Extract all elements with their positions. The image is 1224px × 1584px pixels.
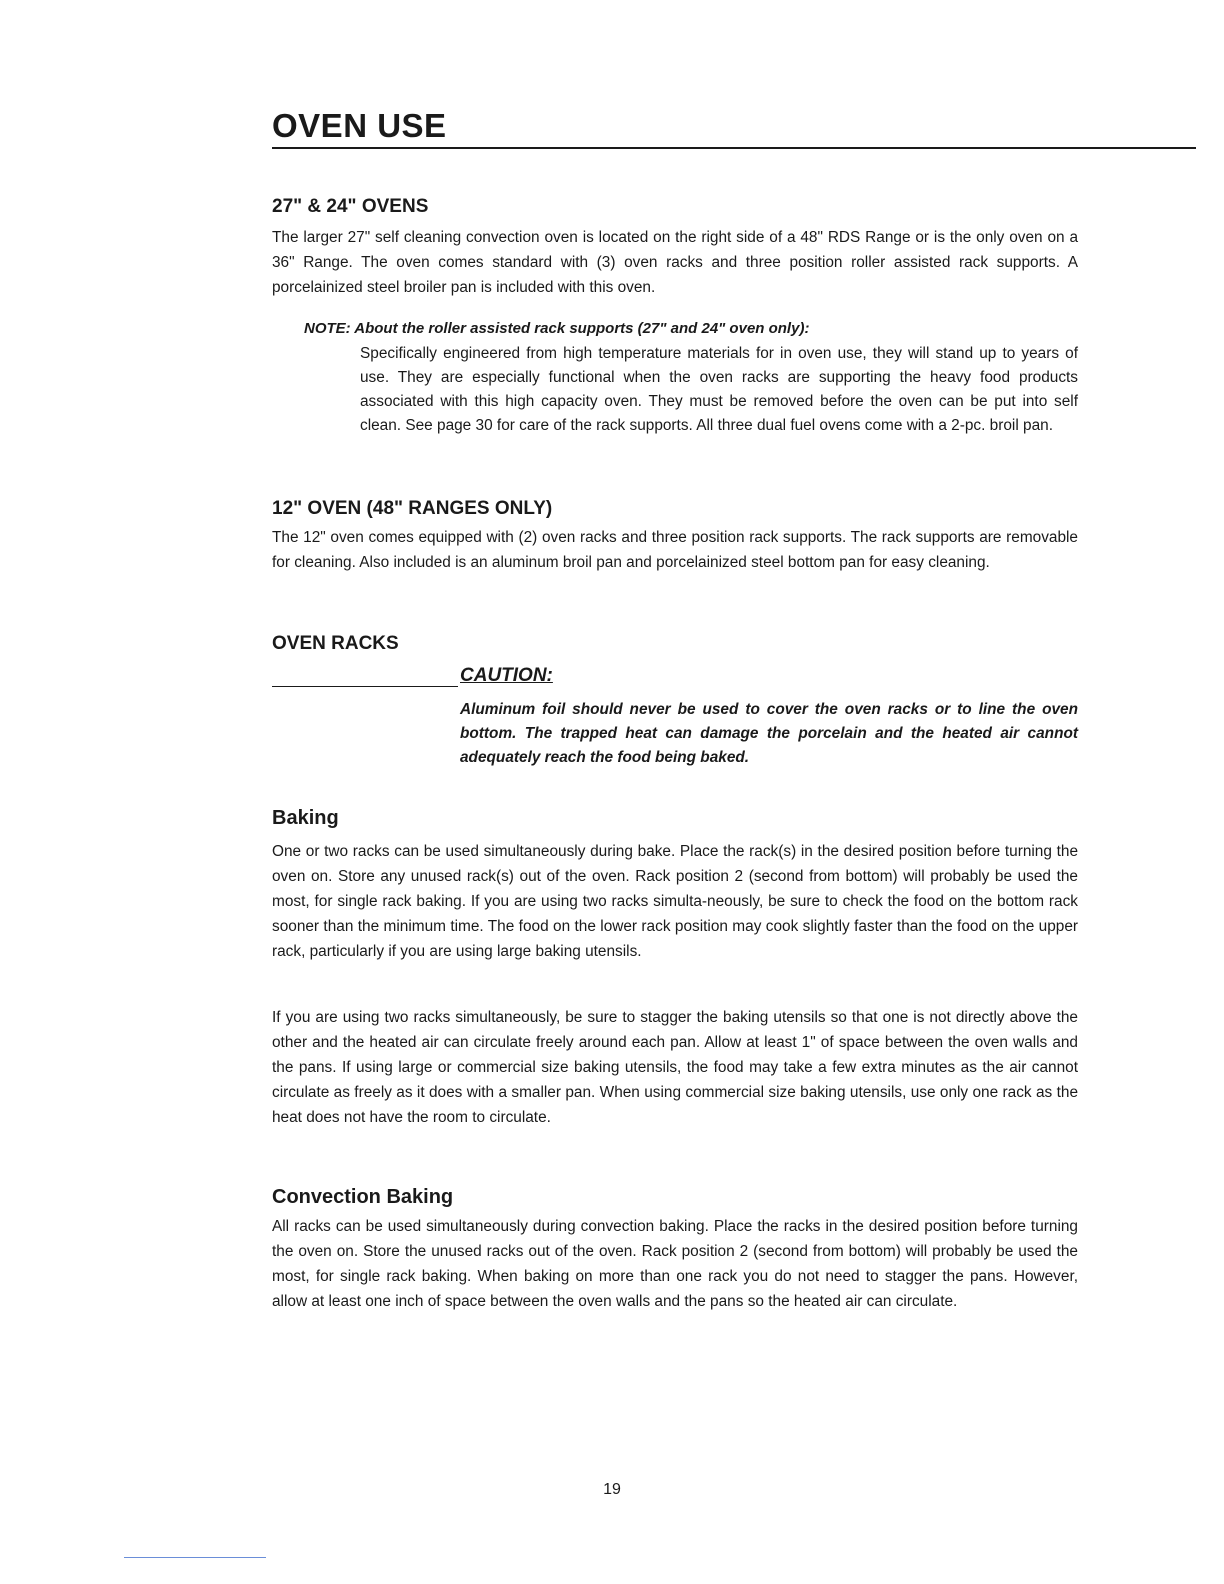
page-title: OVEN USE — [272, 107, 447, 144]
caution-label: CAUTION: — [460, 665, 553, 686]
heading-12-oven: 12" OVEN (48" RANGES ONLY) — [272, 498, 553, 519]
heading-oven-racks: OVEN RACKS — [272, 633, 399, 654]
footer-line — [124, 1557, 266, 1558]
paragraph-12-oven: The 12" oven comes equipped with (2) oven racks and three position rack supports. The rack supports are removable for cleaning. Also included is an aluminum broil pan and porcelainized steel bottom pan for easy cleaning. — [272, 529, 1078, 571]
page-number: 19 — [603, 1481, 621, 1498]
caution-body: Aluminum foil should never be used to cover the oven racks or to line the oven bottom. The trapped heat can damage the porcelain and the heated air cannot adequately reach the food being baked. — [460, 701, 1078, 766]
note-label: NOTE: About the roller assisted rack supports (27" and 24" oven only): — [304, 320, 810, 337]
heading-baking: Baking — [272, 807, 339, 829]
heading-convection-baking: Convection Baking — [272, 1186, 454, 1208]
title-rule — [272, 147, 1196, 149]
heading-27-24-ovens: 27" & 24" OVENS — [272, 196, 429, 217]
paragraph-baking-2: If you are using two racks simultaneously, be sure to stagger the baking utensils so that one is not directly above the other and the heated air can circulate freely around each pan. Allow at least 1" of space between the oven walls and the pans. If using large or commercial size baking utensils, the food may take a few extra minutes as the air cannot circulate as freely as it does with a smaller pan. When using commercial size baking utensils, use only one rack as the heat does not have the room to circulate. — [272, 1009, 1078, 1126]
paragraph-convection-baking: All racks can be used simultaneously during convection baking. Place the racks in the desired position before turning the oven on. Store the unused racks out of the oven. Rack position 2 (second from bottom) will probably be used the most, for single rack baking. When baking on more than one rack you do not need to stagger the pans. However, allow at least one inch of space between the oven walls and the pans so the heated air can circulate. — [272, 1218, 1078, 1310]
caution-rule — [272, 686, 458, 687]
paragraph-27-24-ovens: The larger 27" self cleaning convection oven is located on the right side of a 48" RDS Range or is the only oven on a 36" Range. The oven comes standard with (3) oven racks and three position roller assisted rack supports. A porcelainized steel broiler pan is included with this oven. — [272, 229, 1078, 296]
paragraph-baking-1: One or two racks can be used simultaneously during bake. Place the rack(s) in the desired position before turning the oven on. Store any unused rack(s) out of the oven. Rack position 2 (second from bottom) will probably be used the most, for single rack baking. If you are using two racks simulta-neously, be sure to check the food on the bottom rack sooner than the minimum time. The food on the lower rack position may cook slightly faster than the food on the upper rack, particularly if you are using large baking utensils. — [272, 843, 1078, 960]
note-body: Specifically engineered from high temperature materials for in oven use, they will stand up to years of use. They are especially functional when the oven racks are supporting the heavy food products associated with this high capacity oven. They must be removed before the oven can be put into self clean. See page 30 for care of the rack supports. All three dual fuel ovens come with a 2-pc. broil pan. — [360, 345, 1078, 434]
